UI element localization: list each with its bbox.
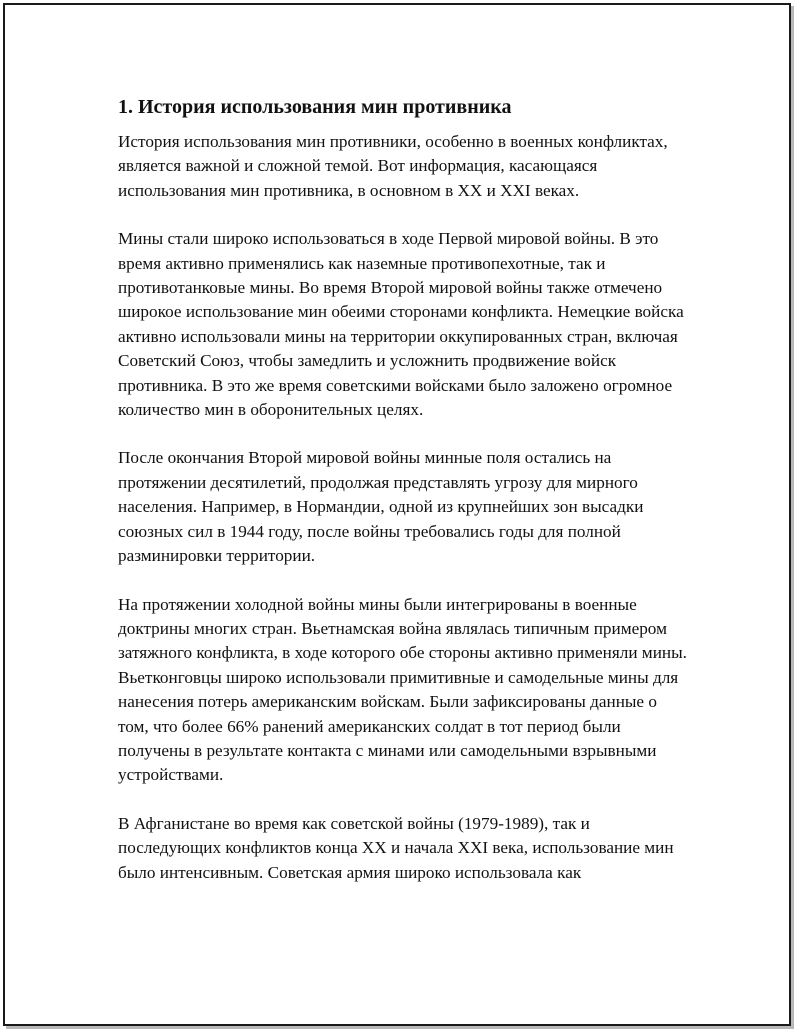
paragraph-afghanistan: В Афганистане во время как советской войны (1979-1989), так и последующих конфликтов конца XX и начала XXI века, использование мин было интенсивным. Советская армия широко использовала как [118, 813, 674, 882]
section-heading: 1. История использования мин противника [118, 96, 512, 118]
paragraph-intro: История использования мин противники, особенно в военных конфликтах, является важной и сложной темой. Вот информация, касающаяся использования мин противника, в основном в XX и XXI веках. [118, 132, 668, 200]
paragraph-post-war: После окончания Второй мировой войны минные поля остались на протяжении десятилетий, продолжая представлять угрозу для мирного населения. Например, в Нормандии, одной из крупнейших зон высадки союзных сил в 1944 году, после войны требовались годы для полной разминировки территории. [118, 448, 644, 566]
paragraph-world-wars: Мины стали широко использоваться в ходе Первой мировой войны. В это время активно применялись как наземные противопехотные, так и противотанковые мины. Во время Второй мировой войны также отмечено широкое использование мин обеими сторонами конфликта. Немецкие войска активно использовали мины на территории оккупированных стран, включая Советский Союз, чтобы замедлить и усложнить продвижение войск противника. В это же время советскими войсками было заложено огромное количество мин в оборонительных целях. [118, 229, 684, 420]
paragraph-cold-war: На протяжении холодной войны мины были интегрированы в военные доктрины многих стран. Вьетнамская война являлась типичным примером затяжного конфликта, в ходе которого обе стороны активно применяли мины. Вьетконговцы широко использовали примитивные и самодельные мины для нанесения потерь американским войскам. Были зафиксированы данные о том, что более 66% ранений американских солдат в тот период были получены в результате контакта с минами или самодельными взрывными устройствами. [118, 594, 687, 785]
document-body [118, 94, 690, 909]
